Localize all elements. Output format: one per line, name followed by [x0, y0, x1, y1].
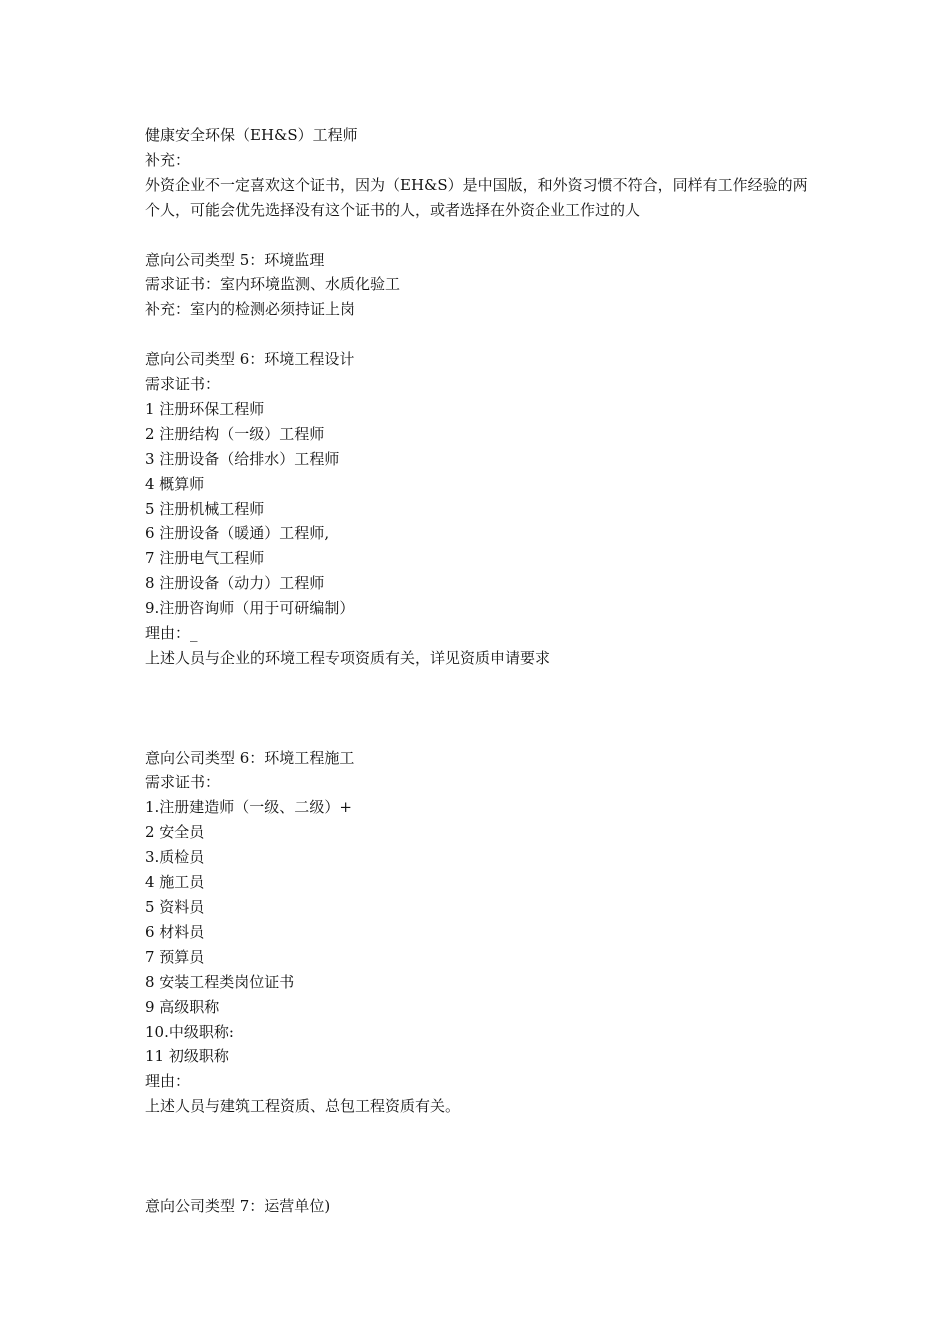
blank-line	[145, 696, 815, 721]
doc-line: 补充：室内的检测必须持证上岗	[145, 300, 356, 319]
doc-line: 7 注册电气工程师	[145, 549, 265, 568]
blank-line	[145, 223, 815, 248]
doc-line: 需求证书：室内环境监测、水质化验工	[145, 275, 401, 294]
doc-line: 3.质检员	[145, 848, 205, 867]
doc-line: 需求证书：	[145, 375, 221, 394]
doc-line: 5 注册机械工程师	[145, 499, 265, 518]
doc-line: 上述人员与企业的环境工程专项资质有关，详见资质申请要求	[145, 649, 551, 667]
doc-line: 理由：	[145, 1072, 191, 1091]
doc-line: 11 初级职称	[145, 1047, 229, 1066]
doc-line: 6 材料员	[145, 922, 205, 941]
doc-line: 8 注册设备（动力）工程师	[145, 574, 325, 593]
doc-line: 2 注册结构（一级）工程师	[145, 424, 325, 443]
doc-line: 10.中级职称:	[145, 1022, 234, 1041]
doc-line: 意向公司类型 5：环境监理	[145, 250, 325, 269]
doc-line: 8 安装工程类岗位证书	[145, 972, 295, 991]
doc-line: 需求证书：	[145, 773, 221, 792]
doc-line: 4 概算师	[145, 474, 205, 493]
document-body	[145, 123, 815, 1219]
blank-line	[145, 671, 815, 696]
doc-line: 3 注册设备（给排水）工程师	[145, 449, 340, 468]
doc-line: 上述人员与建筑工程资质、总包工程资质有关。	[145, 1097, 461, 1116]
doc-line: 2 安全员	[145, 823, 205, 842]
doc-line: 6 注册设备（暖通）工程师,	[145, 524, 330, 543]
doc-line: 9.注册咨询师（用于可研编制）	[145, 599, 355, 618]
blank-line	[145, 1144, 815, 1169]
doc-line: 外资企业不一定喜欢这个证书，因为（EH&S）是中国版，和外资习惯不符合，同样有工作经验的两个人，可能会优先选择没有这个证书的人，或者选择在外资企业工作过的人	[145, 175, 808, 219]
blank-line	[145, 1169, 815, 1194]
blank-line	[145, 721, 815, 746]
doc-line: 意向公司类型 6：环境工程设计	[145, 350, 355, 369]
doc-line: 1.注册建造师（一级、二级）+	[145, 798, 352, 817]
doc-line: 健康安全环保（EH&S）工程师	[145, 126, 358, 144]
doc-line: 补充：	[145, 150, 191, 169]
doc-line: 理由：_	[145, 624, 198, 643]
doc-line: 7 预算员	[145, 947, 205, 966]
doc-line: 意向公司类型 7：运营单位)	[145, 1196, 331, 1215]
doc-line: 1 注册环保工程师	[145, 399, 265, 418]
blank-line	[145, 322, 815, 347]
doc-line: 意向公司类型 6：环境工程施工	[145, 748, 355, 767]
doc-line: 4 施工员	[145, 873, 205, 892]
blank-line	[145, 1119, 815, 1144]
doc-line: 9 高级职称	[145, 997, 220, 1016]
doc-line: 5 资料员	[145, 898, 205, 917]
